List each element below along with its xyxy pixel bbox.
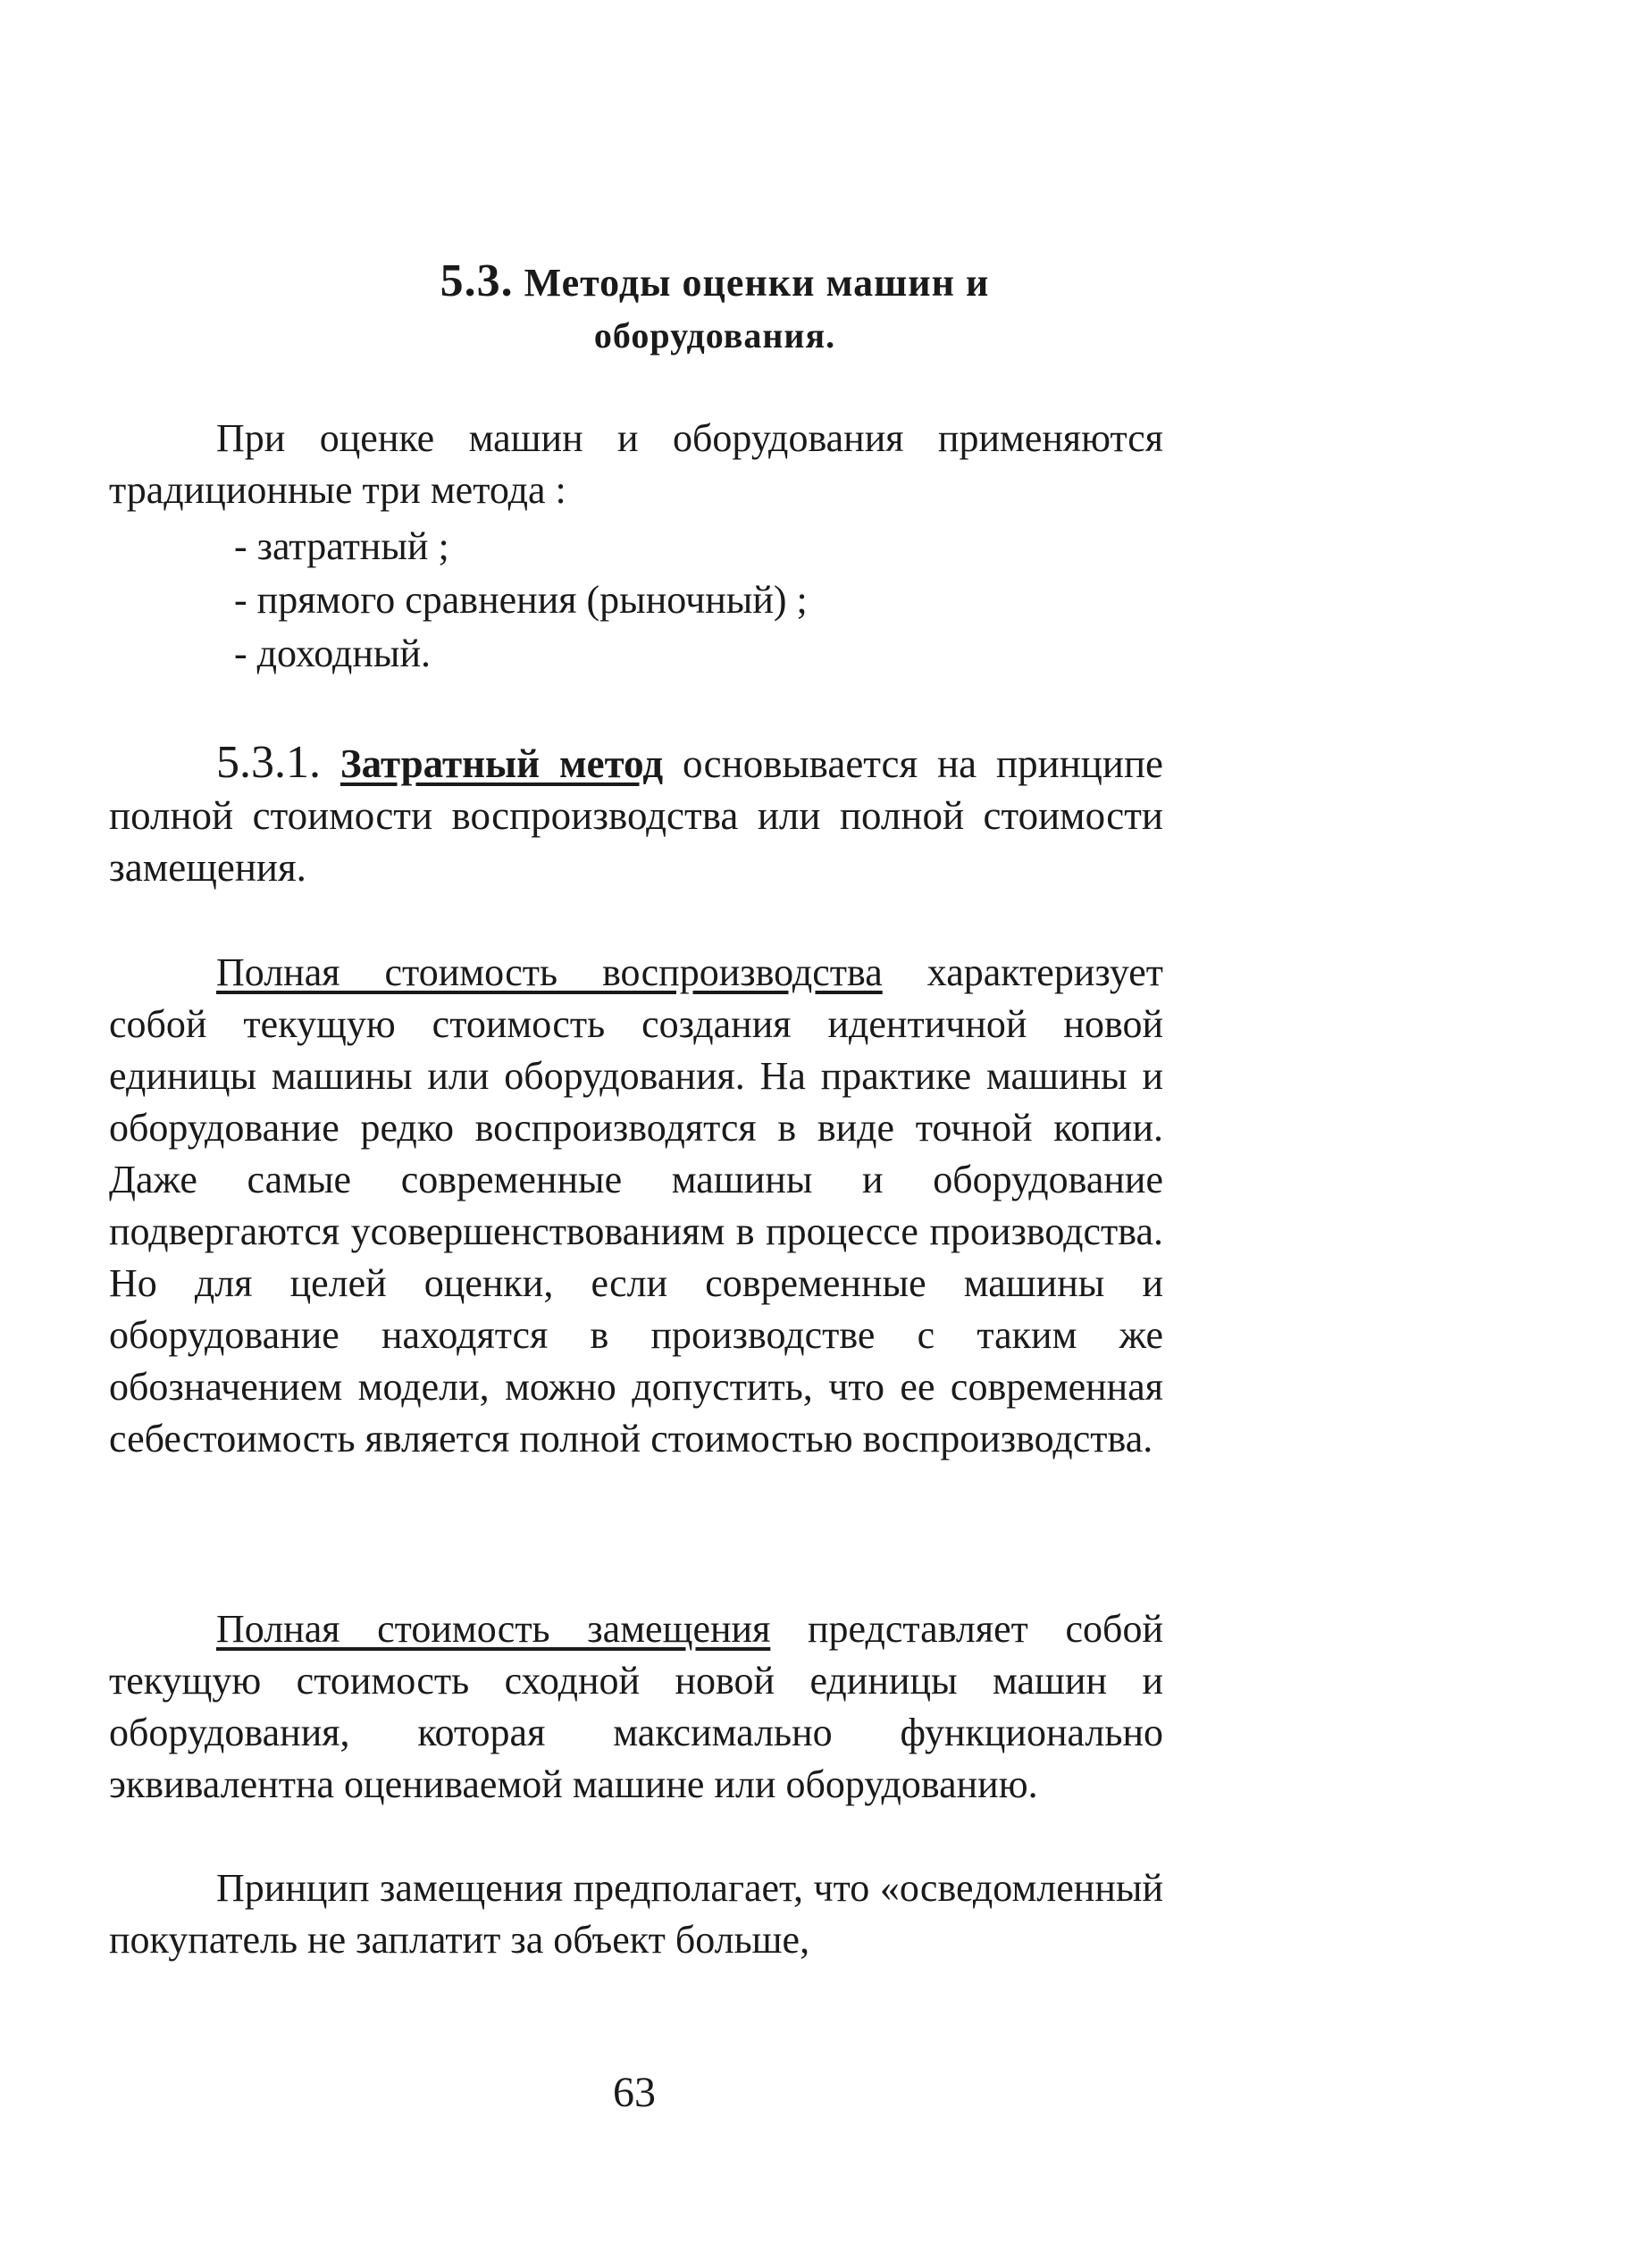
subsection-number: 5.3.1. bbox=[216, 737, 321, 788]
replacement-cost-text: представляет собой текущую стоимость сходной новой единицы машин и оборудования, которая максимально функционально эквивалентна оцениваемой машине или оборудованию. bbox=[109, 1607, 1163, 1806]
reproduction-cost-text: характеризует собой текущую стоимость создания идентичной новой единицы машины или оборудования. На практике машины и оборудование редко воспроизводятся в виде точной копии. Даже самые современные машины и оборудование подвергаются усовершенствованиям в процессе производства. Но для целей оценки, если современные машины и оборудование находятся в производстве с таким же обозначением модели, можно допустить, что ее современная себестоимость является полной стоимостью воспроизводства. bbox=[109, 950, 1164, 1460]
page-number: 63 bbox=[613, 2069, 656, 2116]
subsection-531-paragraph bbox=[109, 737, 1163, 893]
reproduction-cost-paragraph bbox=[109, 947, 1163, 1465]
method-list-item: - затратный ; bbox=[234, 524, 449, 568]
section-heading-line2: оборудования. bbox=[593, 315, 836, 356]
method-list-item: - доходный. bbox=[234, 632, 432, 675]
subsection-531-text: основывается на принципе полной стоимости воспроизводства или полной стоимости замещения. bbox=[109, 741, 1163, 890]
section-title-part1: Методы оценки машин и bbox=[524, 261, 990, 305]
section-number: 5.3. bbox=[440, 255, 514, 306]
replacement-cost-term: Полная стоимость замещения bbox=[216, 1607, 771, 1651]
reproduction-cost-term: Полная стоимость воспроизводства bbox=[216, 950, 883, 994]
section-heading-line1 bbox=[134, 255, 1295, 307]
intro-paragraph bbox=[109, 413, 1163, 516]
principle-paragraph: Принцип замещения предполагает, что «осведомленный покупатель не заплатит за объект больше, bbox=[109, 1866, 1163, 1962]
cost-method-term: Затратный метод bbox=[339, 741, 664, 786]
method-list-item: - прямого сравнения (рыночный) ; bbox=[234, 578, 808, 622]
intro-text: При оценке машин и оборудования применяются традиционные три метода : bbox=[109, 416, 1163, 512]
replacement-cost-paragraph bbox=[109, 1603, 1163, 1811]
